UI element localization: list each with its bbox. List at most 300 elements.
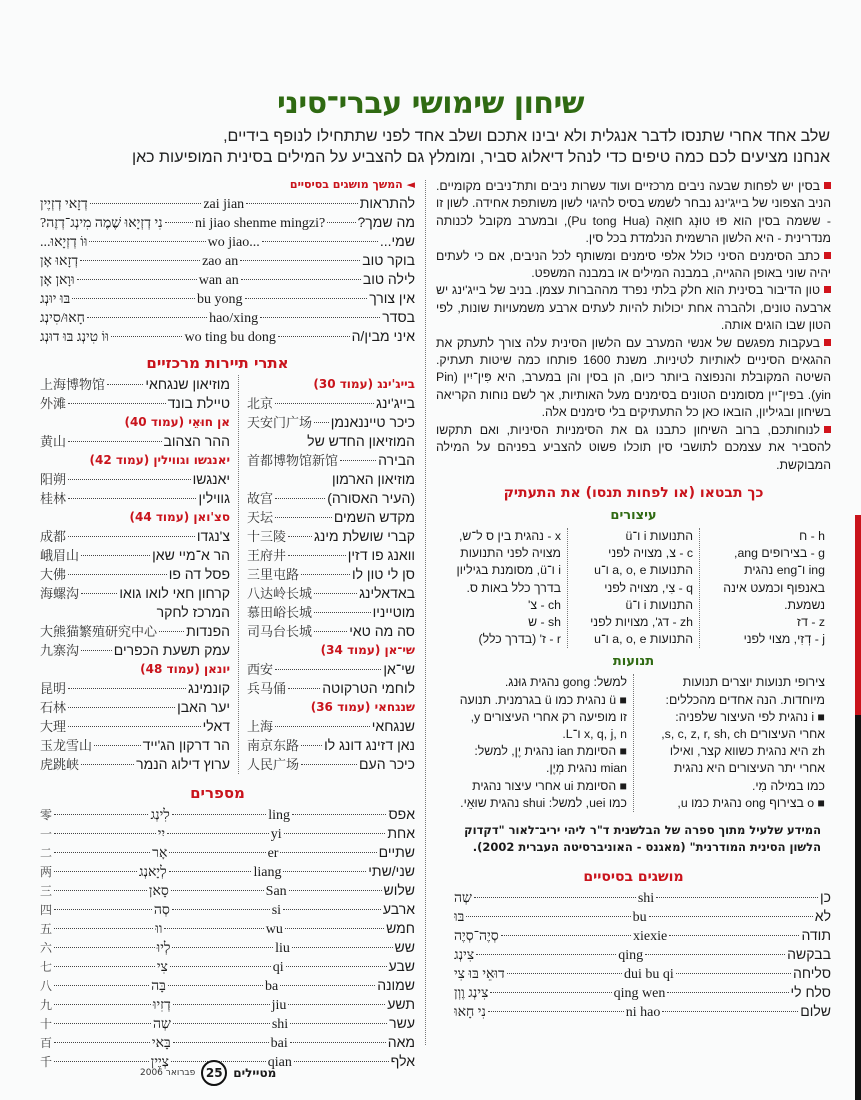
leader-dots xyxy=(54,1004,151,1005)
leader-dots xyxy=(68,688,186,689)
chinese-characters: 西安 xyxy=(247,663,274,678)
issue-date: פברואר 2006 xyxy=(140,1068,196,1078)
hebrew-term: שלום xyxy=(800,1002,831,1019)
chinese-characters: 上海 xyxy=(247,720,274,735)
chinese-characters: 首都博物馆新馆 xyxy=(247,454,339,469)
vowel-line: אחרי יתר העיצורים היא נהגית xyxy=(673,761,825,776)
site-name: טיילת בונד xyxy=(167,395,230,411)
site-row xyxy=(40,375,230,394)
chinese-characters: 四 xyxy=(40,903,53,917)
chinese-characters: 南京东路 xyxy=(247,739,300,754)
pinyin-term: zao an xyxy=(202,254,239,269)
hebrew-term: שמונה xyxy=(377,977,415,993)
vowel-line: כמו במילה מִי. xyxy=(751,778,825,793)
article-paragraph xyxy=(436,282,831,334)
glossary-row xyxy=(40,938,415,957)
leader-dots xyxy=(111,336,183,337)
hebrew-term: מה שמך? xyxy=(357,214,415,230)
chinese-characters: 大佛 xyxy=(40,568,67,583)
hebrew-term: סלח לי xyxy=(790,983,831,1000)
glossary-row xyxy=(40,1033,415,1052)
hebrew-term: חמש xyxy=(386,920,415,936)
pinyin-term: ba xyxy=(264,979,279,994)
leader-dots xyxy=(501,935,631,936)
chinese-characters: 六 xyxy=(40,941,53,955)
hebrew-term: בבקשה xyxy=(787,945,831,962)
leader-dots xyxy=(275,669,381,670)
site-row xyxy=(247,413,415,432)
leader-dots xyxy=(290,1023,387,1024)
pinyin-term: dui bu qi xyxy=(623,966,674,982)
site-row xyxy=(247,508,415,527)
site-row xyxy=(40,565,230,584)
leader-dots xyxy=(68,479,191,480)
pronunciation: נִי דְזְיָאוּ שֶׁמֶה מִינְג־דְזֶה? xyxy=(40,216,163,231)
leader-dots xyxy=(68,726,201,727)
glossary-row xyxy=(40,805,415,824)
chinese-characters: 慕田峪长城 xyxy=(247,606,313,621)
site-name: כיכר טייננאנמן xyxy=(330,414,415,430)
leader-dots xyxy=(294,1061,389,1062)
site-name: יאנגשו xyxy=(192,471,230,487)
left-column xyxy=(20,178,415,1071)
leader-dots xyxy=(285,928,384,929)
site-row xyxy=(40,489,230,508)
leader-dots xyxy=(172,909,270,910)
leader-dots xyxy=(314,422,329,423)
glossary-row xyxy=(40,251,415,270)
site-name: המרכז לחקר xyxy=(156,604,230,620)
pronunciation: יִי xyxy=(157,827,166,842)
site-row xyxy=(247,546,415,565)
article-text: בעקבות מפגשם של אנשי המערב עם הלשון הסינית עלה צורך לתעתק את ההגאים הסיניים לאותיות לטיניות. משנת 1600 פותחו כמה שיטות תעתיק. השיטה המקובלת והנפוצה ביותר כיום, הן בסין והן במערב, היא פִּין־יִין (Pin yin). בפין־יין מסומנים הטונים בסימנים מעל האותיות, אך לשם נוחות הקריאה בשיחון ובגיליון, הובאו כאן כל התעתיקים בלי סימנים אלה. xyxy=(436,335,832,420)
chinese-characters: 百 xyxy=(40,1036,52,1050)
vowel-line: צירופי תנועות יוצרים תנועות xyxy=(682,675,825,690)
chinese-characters: 桂林 xyxy=(40,492,67,507)
consonant-line: התנועות i ו־ü xyxy=(625,597,693,612)
glossary-row xyxy=(40,900,415,919)
glossary-row xyxy=(40,289,415,308)
leader-dots xyxy=(490,992,611,993)
pinyin-term: qing wen xyxy=(613,985,666,1001)
site-row xyxy=(40,736,230,755)
consonant-line: sh - ש xyxy=(528,614,561,629)
leader-dots xyxy=(292,947,393,948)
vowel-line: mian נהגית מְיֶן. xyxy=(546,761,627,776)
chinese-characters: 十 xyxy=(40,1017,53,1031)
leader-dots xyxy=(54,909,152,910)
intro-line: אנחנו מציעים לכם כמה טיפים כדי לנהל דיאלוג סביר, ומומלץ גם להצביע על המילים בסינית המופיעות כאן xyxy=(131,149,830,166)
leader-dots xyxy=(169,871,252,872)
article-text: טון הדיבור בסינית הוא חלק בלתי נפרד מההברות עצמן. בניב של בייג'ינג יש ארבעה טונים, ולהברה אחת יכולות להיות לעתים ארבע משמעויות שונות, לפי הטון שבו הוגים אותה. xyxy=(436,283,831,333)
pronunciation: דְזָאוּ אָן xyxy=(40,254,79,269)
consonant-line: התנועות i ו־ü xyxy=(625,528,693,543)
leader-dots xyxy=(167,833,269,834)
pinyin-term: ni hao xyxy=(625,1004,661,1020)
intro-line: שלב אחד אחרי שתנסו לדבר אנגלית ולא יבינו אתכם ושלב אחד לפני שתתחילו לנופף בידיים, xyxy=(223,128,830,145)
site-name: דאלי xyxy=(202,718,230,734)
chinese-characters: 零 xyxy=(40,808,53,822)
tourist-sites-heading: אתרי תיירות מרכזיים xyxy=(146,354,289,372)
leader-dots xyxy=(169,852,265,853)
leader-dots xyxy=(649,916,813,917)
site-row xyxy=(247,717,415,736)
pronunciation: חָאוּ/סִינְג xyxy=(40,311,85,326)
hebrew-term: כן xyxy=(820,888,831,905)
leader-dots xyxy=(68,707,175,708)
consonant-line: c - צ, מצויה לפני xyxy=(608,546,693,561)
consonant-line: j - דְזִי, מצוי לפני xyxy=(743,632,825,647)
site-row xyxy=(247,660,415,679)
glossary-row xyxy=(40,1014,415,1033)
city-heading: בייג'ינג (עמוד 30) xyxy=(313,377,415,391)
source-note: המידע שלעיל מתוך ספרה של הבלשנית ד"ר ליהי יריב־לאור "דקדוק הלשון הסינית המודרנית" (מאגנס - האוניברסיטה העברית 2002). xyxy=(464,822,821,854)
chinese-characters: 天安门广场 xyxy=(247,416,313,431)
pinyin-term: si xyxy=(271,903,282,918)
pronunciation: צִינְג xyxy=(454,947,475,963)
bullet-icon xyxy=(824,182,831,189)
hebrew-term: עשר xyxy=(389,1015,415,1031)
leader-dots xyxy=(290,1042,386,1043)
basic-terms-cont-heading: ◄ המשך מושגים בסיסיים xyxy=(289,178,415,191)
chinese-characters: 黄山 xyxy=(40,435,67,450)
leader-dots xyxy=(54,985,149,986)
vowel-line: זו מופיעה רק אחרי העיצורים y, xyxy=(470,709,627,724)
page-number: 25 xyxy=(201,1060,227,1086)
site-name: ערוץ דילוג הנמר xyxy=(136,756,230,772)
leader-dots xyxy=(68,498,196,499)
hebrew-term: בוקר טוב xyxy=(362,252,415,268)
pronunciation: סְיֶה־סְיֶה xyxy=(454,928,499,944)
glossary-row xyxy=(40,995,415,1014)
city-heading: שנגחאי (עמוד 36) xyxy=(310,700,415,714)
hebrew-term: סליחה xyxy=(792,964,831,981)
glossary-row xyxy=(40,919,415,938)
chinese-characters: 七 xyxy=(40,960,52,974)
hebrew-term: שני/שתי xyxy=(368,863,415,879)
leader-dots xyxy=(54,928,153,929)
leader-dots xyxy=(283,871,366,872)
glossary-row xyxy=(454,907,831,926)
chinese-characters: 三里屯路 xyxy=(247,568,300,583)
site-row xyxy=(247,489,415,508)
pronunciation: וּוֹ טִינְג בּוּ דוּנְג xyxy=(40,330,109,345)
leader-dots xyxy=(288,1004,385,1005)
chinese-characters: 大理 xyxy=(40,720,67,735)
leader-dots xyxy=(68,536,195,537)
vowel-line: ■ o בצירוף ong נהגית כמו u, xyxy=(677,795,825,810)
hebrew-term: בסדר xyxy=(382,309,415,325)
leader-dots xyxy=(275,498,325,499)
site-name: שנגחאי xyxy=(371,718,415,734)
site-row xyxy=(40,679,230,698)
leader-dots xyxy=(283,909,381,910)
chinese-characters: 成都 xyxy=(40,530,67,545)
glossary-row xyxy=(40,308,415,327)
leader-dots xyxy=(288,555,346,556)
chinese-characters: 九 xyxy=(40,998,53,1012)
leader-dots xyxy=(173,1004,270,1005)
leader-dots xyxy=(72,298,195,299)
city-heading: סצ'ואן (עמוד 44) xyxy=(129,510,230,524)
site-row xyxy=(40,546,230,565)
pinyin-term: shi xyxy=(271,1017,289,1032)
chinese-characters: 八 xyxy=(40,979,53,993)
pronunciation: וּוָאן אָן xyxy=(40,273,75,288)
vowel-line: אחרי העיצורים s, c, z, r, sh, ch, xyxy=(661,726,825,741)
site-name: הר א־מיי שאן xyxy=(152,547,230,563)
leader-dots xyxy=(81,764,134,765)
glossary-row xyxy=(40,843,415,862)
hebrew-term: איני מבין/ה xyxy=(351,328,415,344)
hebrew-term: שתיים xyxy=(378,844,415,860)
hebrew-term: אחת xyxy=(387,825,415,841)
site-name: שי־אן xyxy=(383,661,415,677)
vowel-line: ■ ü נהגית כמו ü בגרמנית. תנועה xyxy=(459,692,627,707)
site-row xyxy=(40,432,230,451)
pronunciation: צִינְג וֶוְן xyxy=(454,985,489,1001)
chinese-characters: 天坛 xyxy=(247,511,274,526)
site-name: הפנדות xyxy=(186,623,230,639)
pronunciation: לִינְג xyxy=(150,808,170,823)
article-text: לנוחותכם, ברוב השיחון כתבנו גם את הסימניות הסיניות, ואם תתקשו להסביר את עצמכם לתושבי סין תוכלו פשוט להצביע בפניהם על המילה המבוקשת. xyxy=(436,422,831,472)
city-heading: שי־אן (עמוד 34) xyxy=(320,643,415,657)
vowel-line: x, q, j, n ו־L. xyxy=(562,726,627,741)
intro-text xyxy=(90,126,830,168)
column-divider xyxy=(425,180,426,1045)
pronunciation: נִי חָאוּ xyxy=(454,1004,486,1020)
page-edge-red xyxy=(855,515,861,715)
pronunciation: סְה xyxy=(153,903,170,918)
leader-dots xyxy=(168,985,263,986)
leader-dots xyxy=(94,745,141,746)
glossary-row xyxy=(40,327,415,346)
leader-dots xyxy=(288,688,320,689)
chinese-characters: 兵马俑 xyxy=(247,682,287,697)
site-row xyxy=(247,679,415,698)
bullet-icon xyxy=(824,286,831,293)
pinyin-term: liu xyxy=(275,941,290,956)
site-name: קונמינג xyxy=(188,680,230,696)
site-row xyxy=(247,565,415,584)
leader-dots xyxy=(68,403,166,404)
pronunciation: דוּאֵי בּוּ צִי xyxy=(454,966,505,982)
glossary-row xyxy=(40,862,415,881)
site-name: מקדש השמים xyxy=(333,509,415,525)
chinese-characters: 三 xyxy=(40,884,53,898)
article-paragraph xyxy=(436,335,831,422)
pronunciation: ווּ xyxy=(155,922,163,937)
site-name: עמק תשעת הכפרים xyxy=(113,642,230,658)
chinese-characters: 九寨沟 xyxy=(40,644,80,659)
leader-dots xyxy=(645,954,785,955)
pinyin-term: yi xyxy=(270,827,282,842)
glossary-row xyxy=(40,957,415,976)
article-text: בסין יש לפחות שבעה ניבים מרכזיים ועוד עשרות ניבים ותת־ניבים מקומיים. הניב הצפוני של בייג'ינג נבחר לשמש בסיס להיגוי לשון משותפת אחידה. לשון זו - ששמה בסין הוא פּוּ טוּנְג חוּאָה (Pu tong Hua), ובמערב מקובל לכנותה מנדרינית - היא הלשון הרשמית הנלמדת בכל סין. xyxy=(436,179,831,246)
pronunciation: לְיָאנְג xyxy=(138,865,167,880)
city-heading: יאנגשו וגווילין (עמוד 42) xyxy=(89,453,230,467)
site-name: פסל דה פו xyxy=(168,566,230,582)
site-row xyxy=(247,584,415,603)
leader-dots xyxy=(54,852,150,853)
leader-dots xyxy=(292,814,386,815)
pronunciation: דְזָאי דְזְיֶין xyxy=(40,197,88,212)
leader-dots xyxy=(54,890,147,891)
leader-dots xyxy=(474,897,636,898)
consonant-line: i ו־ü, מסומנת בגיליון xyxy=(456,563,561,578)
leader-dots xyxy=(676,973,791,974)
leader-dots xyxy=(662,1011,798,1012)
pronunciation: צְיֶין xyxy=(150,1055,170,1070)
leader-dots xyxy=(466,916,630,917)
hebrew-term: ארבע xyxy=(382,901,415,917)
site-name: בייג'ינג xyxy=(376,395,415,411)
pinyin-term: shi xyxy=(637,890,655,906)
leader-dots xyxy=(173,1023,270,1024)
leader-dots xyxy=(172,947,273,948)
site-row xyxy=(247,755,415,774)
hebrew-term: שלוש xyxy=(383,882,415,898)
leader-dots xyxy=(87,317,207,318)
leader-dots xyxy=(173,1042,269,1043)
leader-dots xyxy=(241,279,361,280)
bullet-icon xyxy=(824,252,831,259)
basic-terms-list xyxy=(436,888,831,1021)
glossary-row xyxy=(454,888,831,907)
leader-dots xyxy=(54,947,155,948)
consonant-line: ing ו־eng נהגית xyxy=(744,563,825,578)
site-row xyxy=(40,622,230,641)
leader-dots xyxy=(165,222,193,223)
glossary-row xyxy=(40,194,415,213)
site-name: הבירה xyxy=(378,452,415,468)
leader-dots xyxy=(159,631,184,632)
leader-dots xyxy=(54,966,155,967)
site-name: סה מה טאי xyxy=(349,623,415,639)
leader-dots xyxy=(314,612,371,613)
site-name: באדאלינג xyxy=(359,585,415,601)
leader-dots xyxy=(54,1042,150,1043)
leader-dots xyxy=(286,966,387,967)
tourist-sites-left xyxy=(40,375,239,774)
hebrew-term: שמי... xyxy=(379,233,415,249)
bullet-icon xyxy=(824,426,831,433)
leader-dots xyxy=(107,384,143,385)
consonant-line: נשמעת. xyxy=(784,597,825,612)
site-name: כיכר העם xyxy=(359,756,415,772)
pinyin-term: qing xyxy=(618,947,644,963)
consonant-line: באנפוף וכמעט אינה xyxy=(723,580,825,595)
chinese-characters: 二 xyxy=(40,846,53,860)
article-column xyxy=(436,178,831,474)
pronunciation: בּוּ יוּנְג xyxy=(40,292,71,307)
transcription-heading: כך תבטאו (או לפחות תנסו) את התעתיק xyxy=(503,484,764,501)
consonant-line: x - נהגית בין ס ל־ש, xyxy=(459,528,561,543)
leader-dots xyxy=(246,203,358,204)
chinese-characters: 两 xyxy=(40,865,53,879)
leader-dots xyxy=(476,954,616,955)
hebrew-term: אין צורך xyxy=(369,290,415,306)
leader-dots xyxy=(327,222,355,223)
leader-dots xyxy=(77,279,197,280)
site-name: צ'נגדו xyxy=(196,528,230,544)
leader-dots xyxy=(288,536,312,537)
glossary-row xyxy=(40,976,415,995)
leader-dots xyxy=(80,260,200,261)
pronunciation: בָּה xyxy=(151,979,166,994)
pinyin-term: ling xyxy=(268,808,291,823)
site-name: (העיר האסורה) xyxy=(327,490,415,506)
leader-dots xyxy=(164,928,263,929)
glossary-row xyxy=(40,232,415,251)
consonants-column xyxy=(436,528,568,648)
basic-terms-cont-list xyxy=(40,194,415,346)
pronunciation: בּוּ xyxy=(454,909,465,925)
site-row xyxy=(40,717,230,736)
consonant-line: q - צִי, מצויה לפני xyxy=(604,580,693,595)
page-title: שיחון שימושי עברי־סיני xyxy=(276,86,585,121)
pinyin-term: bu yong xyxy=(197,292,243,307)
chinese-characters: 司马台长城 xyxy=(247,625,313,640)
pinyin-term: hao/xing xyxy=(209,311,259,326)
page-edge-black xyxy=(855,715,861,1100)
consonant-line: התנועות a, o, e ו־u xyxy=(594,632,693,647)
chinese-characters: 海螺沟 xyxy=(40,587,80,602)
leader-dots xyxy=(54,833,156,834)
site-name: קרחון חאי לואו גואו xyxy=(119,585,230,601)
site-name: ההר הצהוב xyxy=(163,433,230,449)
magazine-name: מטיילים xyxy=(233,1066,277,1080)
leader-dots xyxy=(275,403,374,404)
vowels-column xyxy=(436,674,634,812)
leader-dots xyxy=(170,966,271,967)
site-name: לוחמי הטרקוטה xyxy=(322,680,415,696)
pinyin-term: wan an xyxy=(198,273,239,288)
pinyin-term: wo jiao... xyxy=(207,235,260,250)
pronunciation: לְיוּ xyxy=(156,941,171,956)
pinyin-term: bai xyxy=(270,1036,288,1051)
site-row xyxy=(247,451,415,470)
site-row xyxy=(40,470,230,489)
pinyin-term: wu xyxy=(265,922,283,937)
site-row xyxy=(247,603,415,622)
leader-dots xyxy=(240,260,360,261)
site-name: וואנג פו דזין xyxy=(347,547,415,563)
article-paragraph xyxy=(436,422,831,474)
leader-dots xyxy=(314,593,357,594)
chinese-characters: 故宫 xyxy=(247,492,274,507)
pinyin-term: ni jiao shenme mingzi? xyxy=(194,216,326,231)
consonant-line: zh - דג', מצויות לפני xyxy=(590,614,693,629)
consonant-line: התנועות a, o, e ו־u xyxy=(594,563,693,578)
leader-dots xyxy=(314,631,347,632)
leader-dots xyxy=(260,317,380,318)
chinese-characters: 八达岭长城 xyxy=(247,587,313,602)
consonants-column xyxy=(700,528,831,648)
site-name: הר דרקון הג'ייד xyxy=(142,737,230,753)
pronunciation: שְה xyxy=(152,1017,171,1032)
site-row xyxy=(40,641,230,660)
hebrew-term: תודה xyxy=(801,926,831,943)
leader-dots xyxy=(54,871,137,872)
site-name: מוטייניו xyxy=(372,604,415,620)
glossary-row xyxy=(454,983,831,1002)
leader-dots xyxy=(278,336,350,337)
site-name: מוזיאון שנגחאי xyxy=(145,376,230,392)
consonant-line: r - ז' (בדרך כלל) xyxy=(478,632,561,647)
glossary-row xyxy=(40,213,415,232)
leader-dots xyxy=(301,764,357,765)
